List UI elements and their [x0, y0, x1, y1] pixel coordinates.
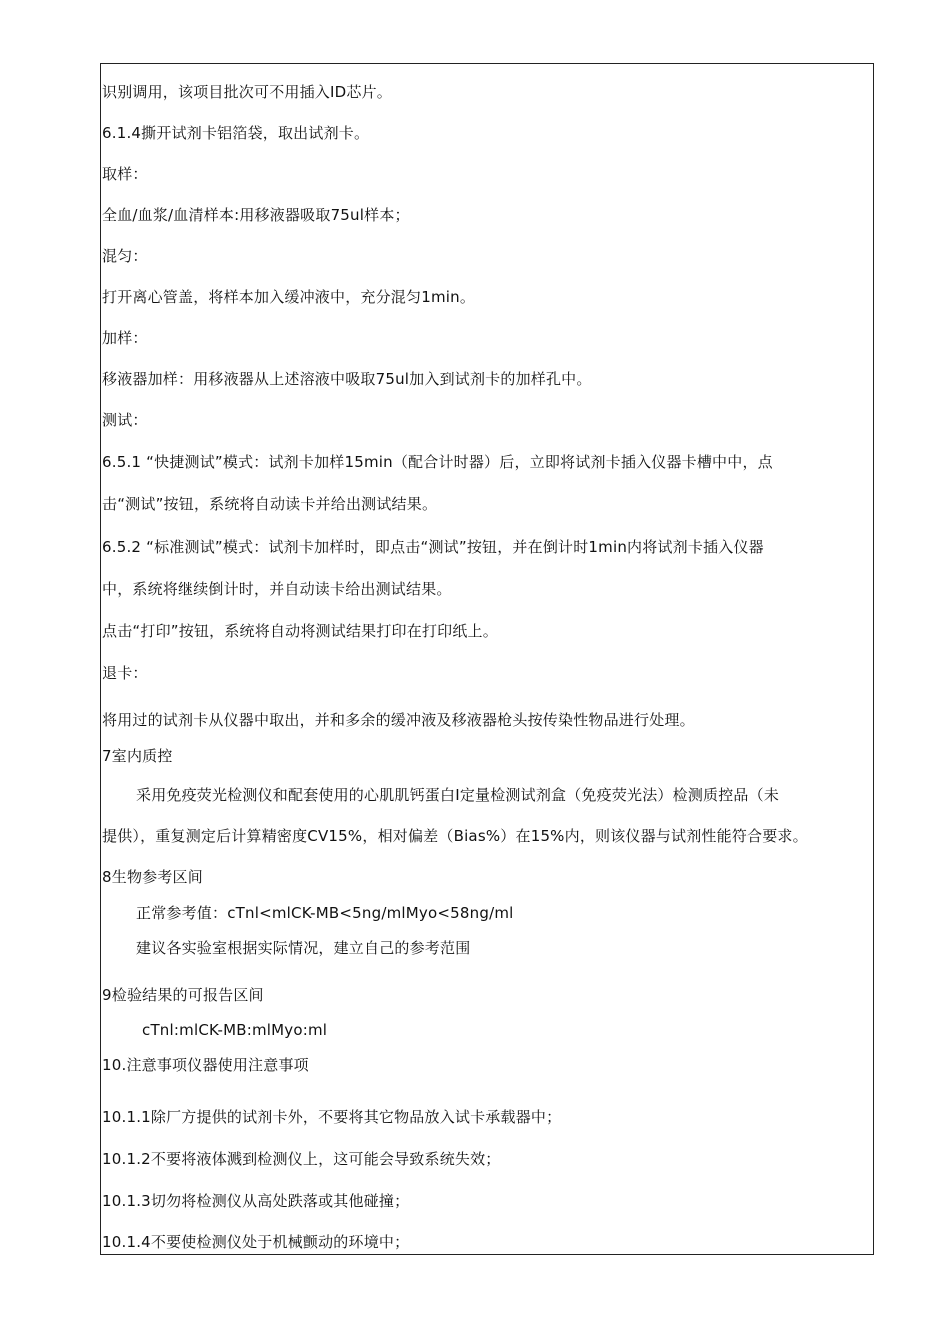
- text-line-id-chip: 识别调用，该项目批次可不用插入ID芯片。: [102, 83, 392, 101]
- heading-mixing: 混匀：: [102, 247, 148, 265]
- text-line-10-1-1: 10.1.1除厂方提供的试剂卡外，不要将其它物品放入试卡承载器中；: [102, 1108, 562, 1126]
- text-line-6-5-2-b: 中，系统将继续倒计时，并自动读卡给出测试结果。: [102, 580, 452, 598]
- heading-section-9: 9检验结果的可报告区间: [102, 986, 264, 1004]
- heading-sampling: 取样：: [102, 165, 148, 183]
- text-line-reference-advice: 建议各实验室根据实际情况，建立自己的参考范围: [136, 939, 471, 957]
- text-line-6-5-2-a: 6.5.2 “标准测试”模式：试剂卡加样时，即点击“测试”按钮，并在倒计时1min内将试剂卡插入仪器: [102, 538, 764, 556]
- text-line-mixing: 打开离心管盖，将样本加入缓冲液中，充分混匀1min。: [102, 288, 476, 306]
- text-line-10-1-2: 10.1.2不要将液体溅到检测仪上，这可能会导致系统失效；: [102, 1150, 501, 1168]
- text-line-sample-type: 全血/血浆/血清样本:用移液器吸取75ul样本；: [102, 206, 410, 224]
- text-line-reportable-range: cTnl:mlCK-MB:mlMyo:ml: [142, 1021, 328, 1039]
- text-line-6-5-1-a: 6.5.1 “快捷测试”模式：试剂卡加样15min（配合计时器）后，立即将试剂卡插入仪器卡槽中中，点: [102, 453, 773, 471]
- heading-section-10: 10.注意事项仪器使用注意事项: [102, 1056, 309, 1074]
- text-line-qc-b: 提供），重复测定后计算精密度CV15%，相对偏差（Bias%）在15%内，则该仪器与试剂性能符合要求。: [102, 827, 808, 845]
- text-line-pipette: 移液器加样：用移液器从上述溶液中吸取75ul加入到试剂卡的加样孔中。: [102, 370, 592, 388]
- text-line-disposal: 将用过的试剂卡从仪器中取出，并和多余的缓冲液及移液器枪头按传染性物品进行处理。: [102, 711, 695, 729]
- text-line-6-5-1-b: 击“测试”按钮，系统将自动读卡并给出测试结果。: [102, 495, 438, 513]
- text-line-qc-a: 采用免疫荧光检测仪和配套使用的心肌肌钙蛋白I定量检测试剂盒（免疫荧光法）检测质控品（未: [136, 786, 780, 804]
- text-line-10-1-3: 10.1.3切勿将检测仪从高处跌落或其他碰撞；: [102, 1192, 410, 1210]
- text-line-10-1-4: 10.1.4不要使检测仪处于机械颤动的环境中；: [102, 1233, 410, 1251]
- text-line-reference-values: 正常参考值：cTnl<mlCK-MB<5ng/mlMyo<58ng/ml: [136, 904, 514, 922]
- document-table-frame: [100, 63, 874, 1255]
- heading-section-7: 7室内质控: [102, 747, 173, 765]
- heading-adding-sample: 加样：: [102, 329, 148, 347]
- text-line-print: 点击“打印”按钮，系统将自动将测试结果打印在打印纸上。: [102, 622, 498, 640]
- heading-section-8: 8生物参考区间: [102, 868, 203, 886]
- heading-testing: 测试：: [102, 411, 148, 429]
- heading-eject-card: 退卡：: [102, 664, 148, 682]
- text-line-6-1-4: 6.1.4撕开试剂卡铝箔袋，取出试剂卡。: [102, 124, 370, 142]
